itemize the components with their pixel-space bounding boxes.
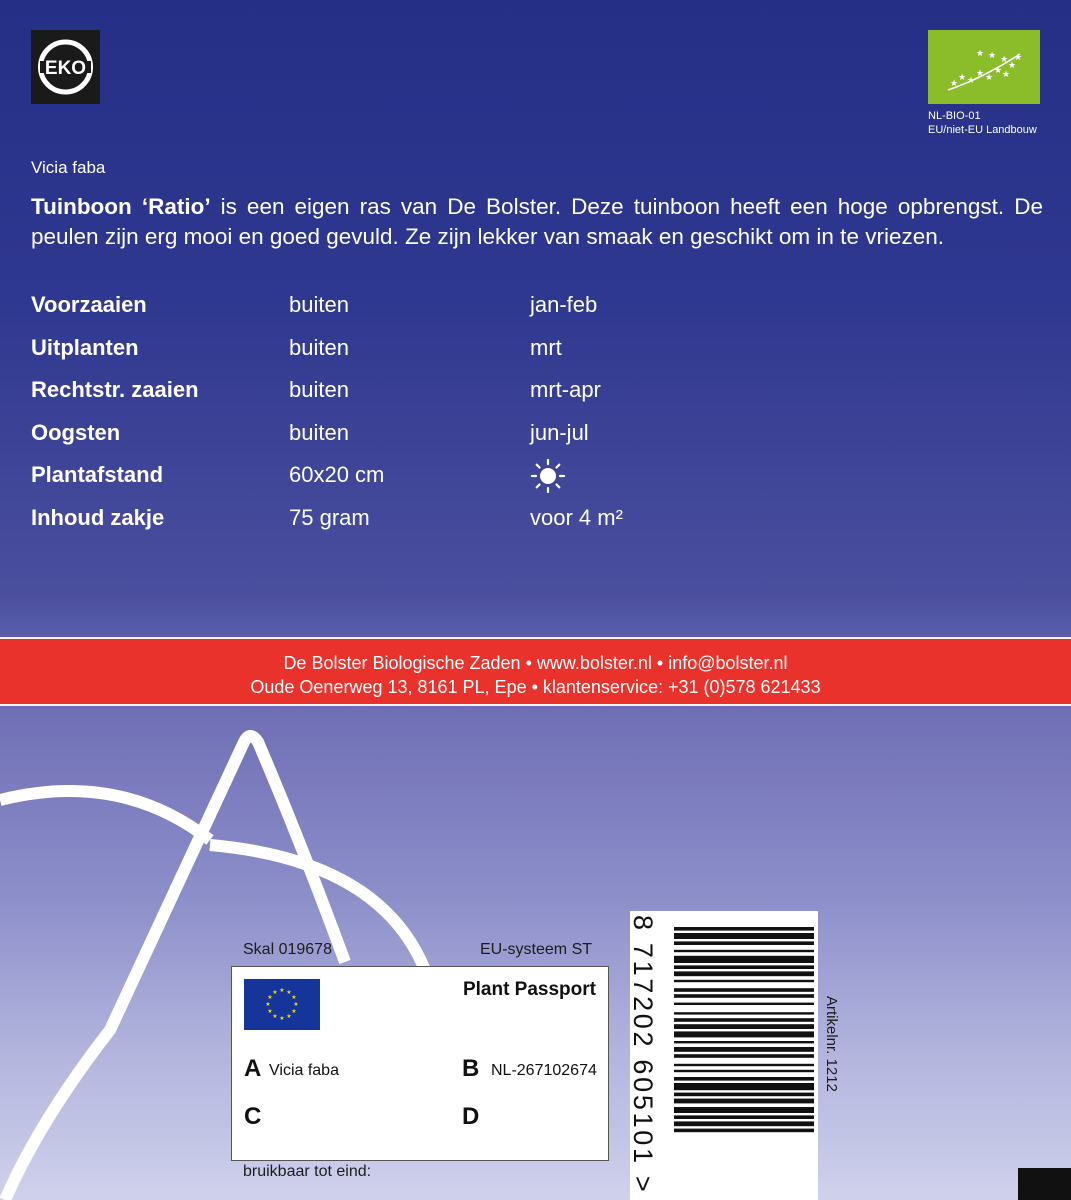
spec-row [31, 462, 731, 505]
svg-text:★: ★ [950, 79, 959, 89]
svg-text:★: ★ [272, 989, 278, 996]
eu-leaf-stars-icon [928, 30, 1040, 104]
eu-system: EU-systeem ST [480, 941, 593, 958]
spec-row [31, 420, 731, 463]
eu-flag-icon [244, 979, 320, 1030]
spec-label: Oogsten [31, 419, 121, 445]
growing-specs-table [31, 292, 731, 548]
spec-value: 75 gram [289, 504, 370, 530]
svg-text:★: ★ [967, 76, 976, 86]
svg-text:★: ★ [958, 73, 967, 83]
spec-extra: mrt-apr [530, 377, 601, 403]
svg-text:★: ★ [988, 51, 997, 61]
spec-label: Voorzaaien [31, 292, 147, 317]
plant-passport [231, 966, 609, 1161]
spec-value: 60x20 cm [289, 462, 385, 488]
svg-text:★: ★ [291, 994, 297, 1001]
svg-text:★: ★ [291, 1008, 297, 1015]
eko-logo-mark [31, 30, 100, 104]
latin-name: Vicia faba [31, 158, 106, 177]
eko-logo [31, 30, 100, 104]
passport-title: Plant Passport [462, 979, 596, 1000]
company-contact-line: De Bolster Biologische Zaden • www.bolster.nl • info@bolster.nl [283, 653, 788, 673]
spec-row [31, 335, 731, 378]
eko-logo-text: EKO [44, 58, 87, 79]
company-address-line: Oude Oenerweg 13, 8161 PL, Epe • klantenservice: +31 (0)578 621433 [250, 677, 821, 697]
svg-text:★: ★ [1008, 61, 1017, 71]
svg-text:★: ★ [994, 66, 1003, 76]
eu-code-line1: NL-BIO-01 [928, 110, 981, 122]
best-before-label: bruikbaar tot eind: [243, 1163, 372, 1180]
svg-text:★: ★ [279, 1015, 285, 1022]
spec-extra: voor 4 m² [530, 504, 623, 530]
spec-label: Inhoud zakje [31, 504, 165, 530]
svg-text:★: ★ [976, 49, 985, 59]
eu-code-line2: EU/niet-EU Landbouw [928, 124, 1037, 136]
product-name: Tuinboon ‘Ratio’ [31, 194, 211, 219]
spec-value: buiten [289, 292, 349, 317]
spec-row [31, 377, 731, 420]
barcode-number: 8 717202 605101 > [628, 915, 658, 1195]
spec-label: Plantafstand [31, 462, 164, 488]
svg-text:★: ★ [985, 73, 994, 83]
spec-label: Uitplanten [31, 334, 139, 360]
spec-extra: jun-jul [530, 419, 589, 445]
barcode-digits [630, 915, 660, 1200]
spec-row [31, 292, 731, 335]
spec-value: buiten [289, 334, 349, 360]
svg-text:★: ★ [286, 1013, 292, 1020]
spec-extra: mrt [530, 334, 562, 360]
passport-letter-b: B [462, 1055, 480, 1082]
spec-row [31, 505, 731, 548]
svg-text:★: ★ [267, 994, 273, 1001]
spec-value: buiten [289, 377, 349, 403]
description-text: is een eigen ras van De Bolster. Deze tuinboon heeft een hoge opbrengst. De peulen zijn erg mooi en goed gevuld. Ze zijn lekker van smaak en geschikt om in te vriezen. [31, 194, 1043, 249]
corner-mark [1018, 1168, 1071, 1200]
svg-text:★: ★ [1014, 53, 1023, 63]
svg-text:★: ★ [976, 69, 985, 79]
skal-number: Skal 019678 [243, 941, 332, 958]
spec-label: Rechtstr. zaaien [31, 377, 199, 403]
eu-control-code [928, 109, 1037, 137]
svg-text:★: ★ [293, 1001, 299, 1008]
svg-text:★: ★ [279, 987, 285, 994]
article-number [822, 996, 842, 1106]
passport-registration-number: NL-267102674 [491, 1062, 597, 1079]
product-description [31, 192, 1043, 252]
sun-icon [530, 462, 566, 500]
spec-value: buiten [289, 419, 349, 445]
company-banner [0, 637, 1071, 706]
spec-extra: jan-feb [530, 292, 598, 317]
svg-text:★: ★ [272, 1013, 278, 1020]
svg-text:★: ★ [286, 989, 292, 996]
svg-text:★: ★ [1002, 70, 1011, 80]
article-number-text: Artikelnr. 1212 [823, 996, 840, 1092]
eu-organic-logo [928, 30, 1040, 104]
passport-letter-a: A [244, 1055, 262, 1082]
svg-text:★: ★ [265, 1001, 271, 1008]
passport-letter-d: D [462, 1103, 480, 1130]
svg-text:★: ★ [1000, 55, 1009, 65]
svg-text:★: ★ [267, 1008, 273, 1015]
passport-botanical-name: Vicia faba [269, 1062, 339, 1079]
passport-letter-c: C [244, 1103, 262, 1130]
